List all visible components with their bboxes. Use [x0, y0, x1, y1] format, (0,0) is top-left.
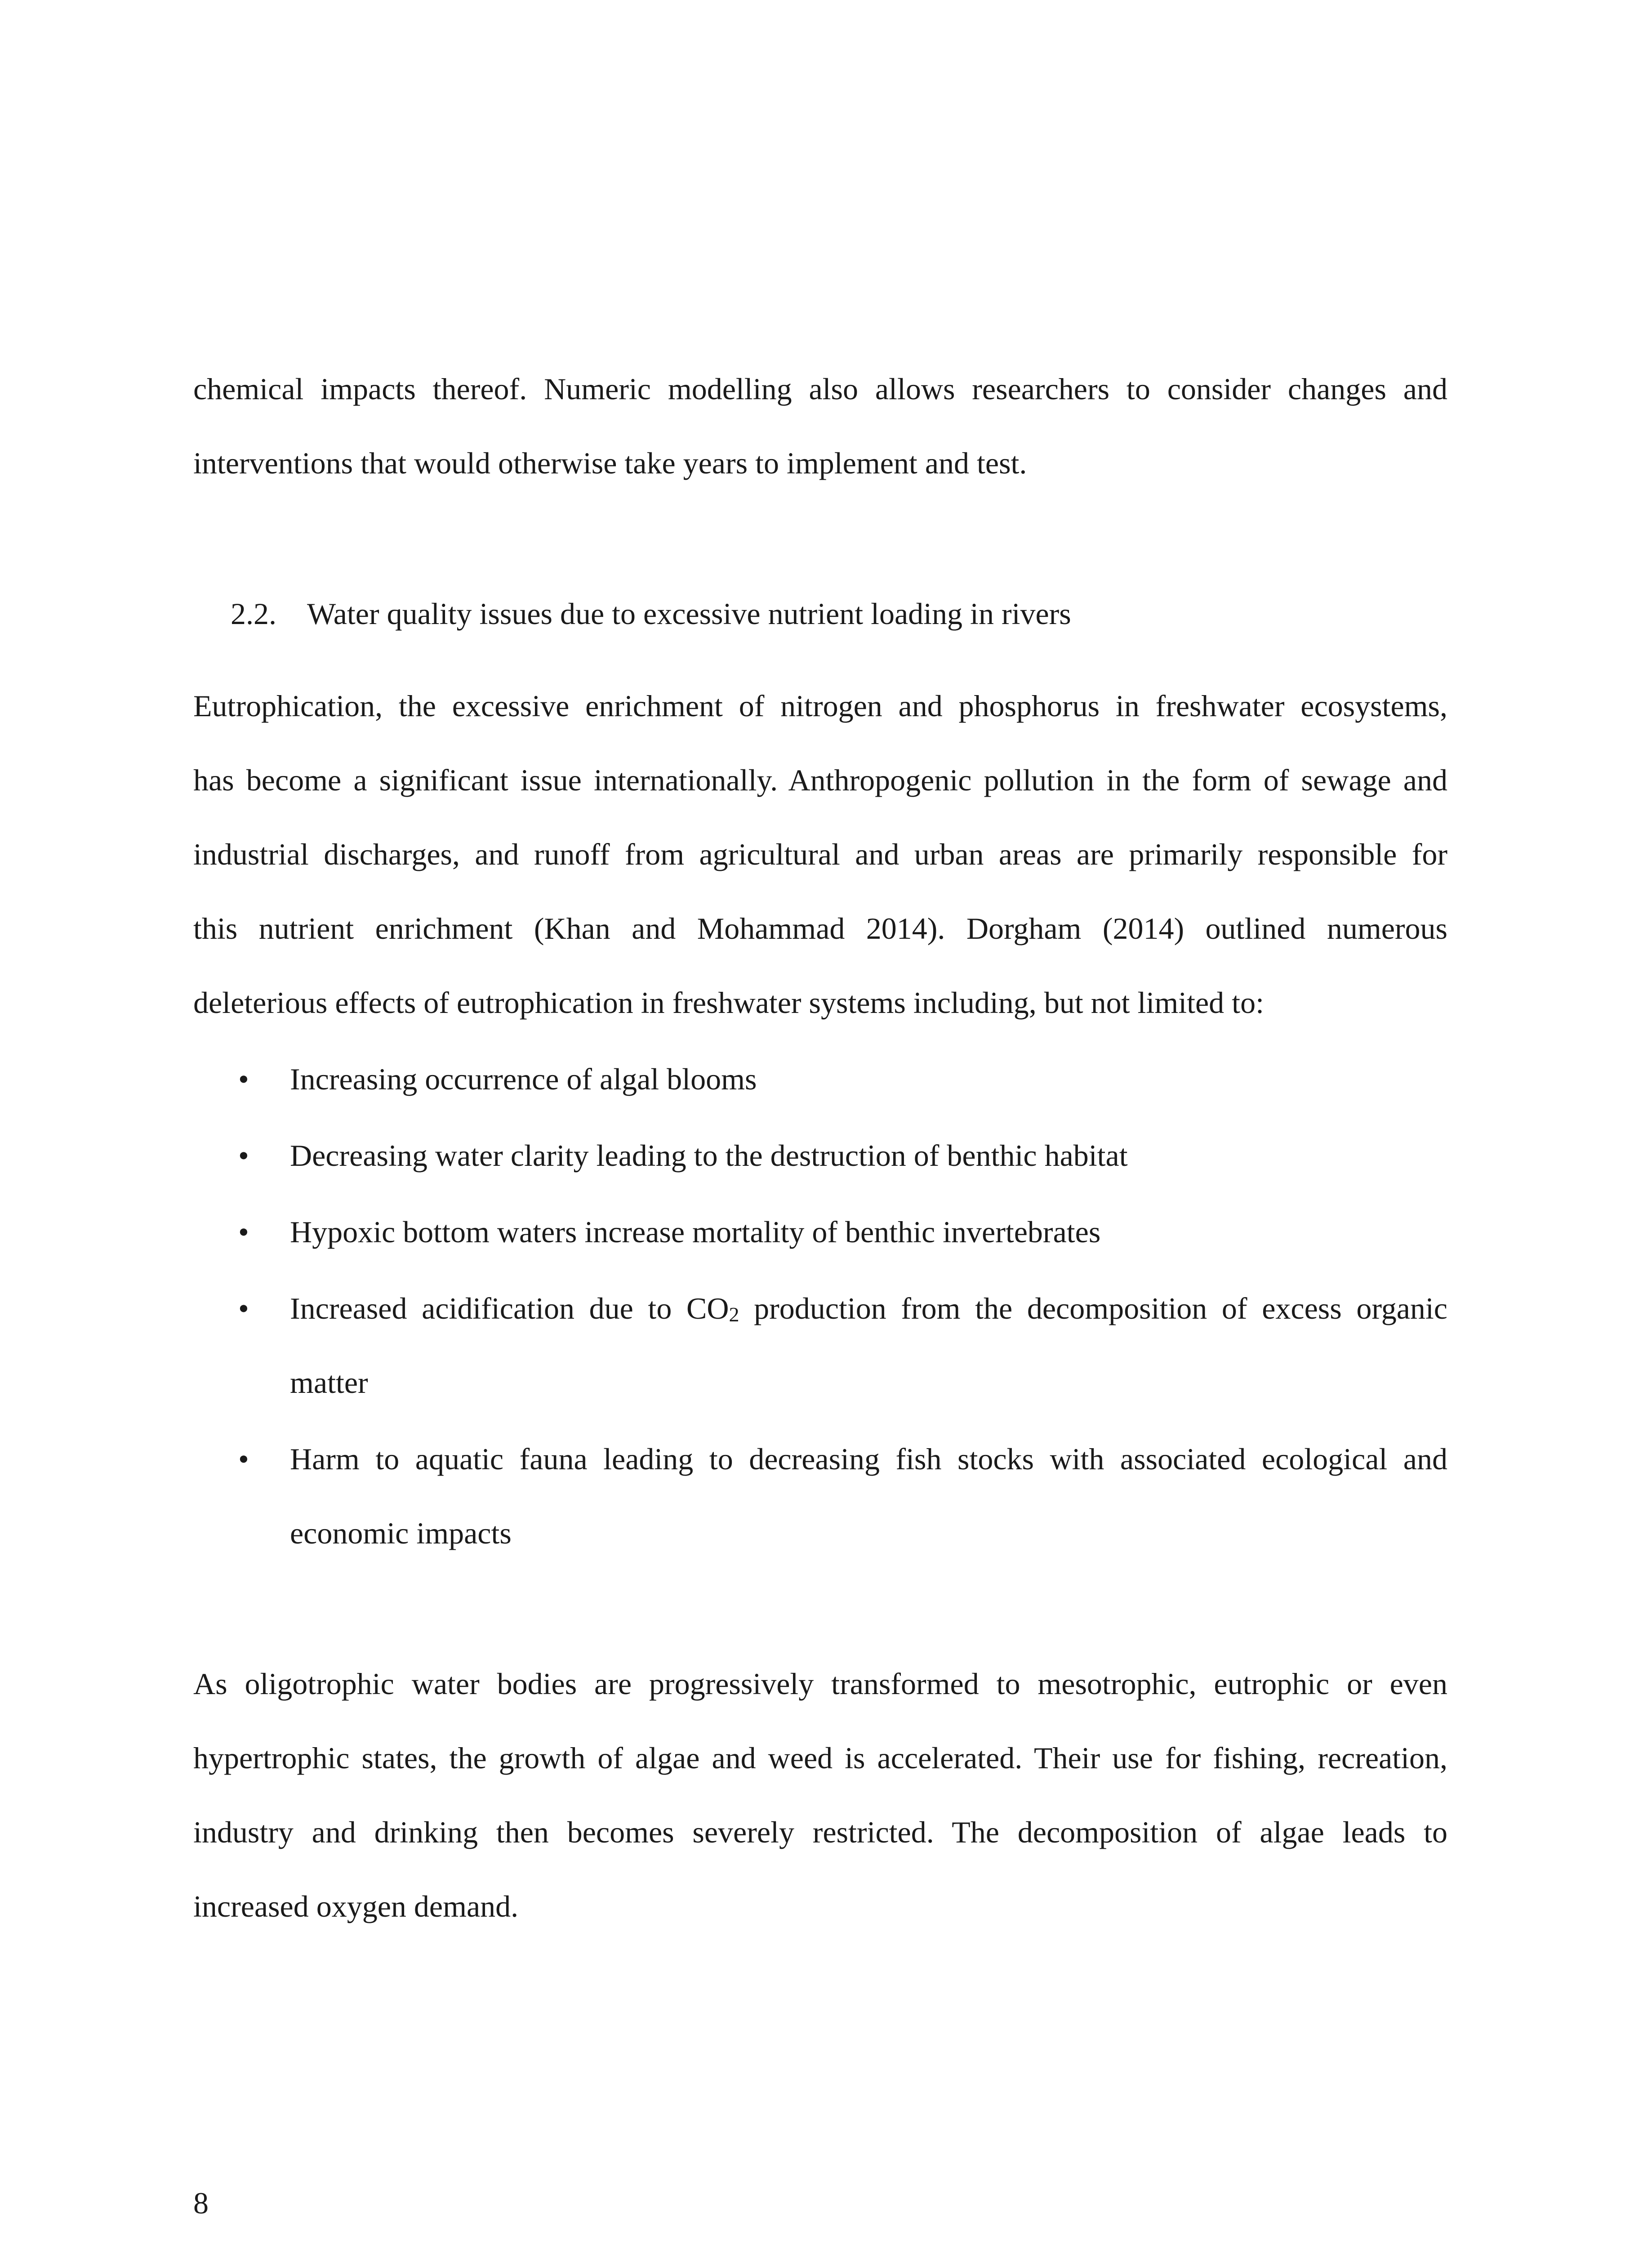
paragraph-1-line-1: chemical impacts thereof. Numeric modelling also allows researchers to consider changes and: [193, 372, 1447, 406]
bullet-item-2: Decreasing water clarity leading to the destruction of benthic habitat: [290, 1138, 1128, 1173]
paragraph-1-line-2: interventions that would otherwise take years to implement and test.: [193, 446, 1027, 480]
paragraph-2-line-4: this nutrient enrichment (Khan and Mohammad 2014). Dorgham (2014) outlined numerous: [193, 911, 1447, 946]
section-number: 2.2.: [231, 597, 276, 631]
paragraph-3-line-1: As oligotrophic water bodies are progressively transformed to mesotrophic, eutrophic or even: [193, 1667, 1447, 1701]
paragraph-3-line-2: hypertrophic states, the growth of algae and weed is accelerated. Their use for fishing, recreation,: [193, 1741, 1447, 1775]
paragraph-2-line-1: Eutrophication, the excessive enrichment of nitrogen and phosphorus in freshwater ecosystems,: [193, 689, 1447, 723]
paragraph-3-line-3: industry and drinking then becomes severely restricted. The decomposition of algae leads to: [193, 1815, 1447, 1849]
co2-subscript: 2: [729, 1303, 739, 1326]
paragraph-3-line-4: increased oxygen demand.: [193, 1889, 519, 1923]
bullet-item-4-continuation: matter: [290, 1365, 368, 1400]
paragraph-2-line-5: deleterious effects of eutrophication in freshwater systems including, but not limited to:: [193, 986, 1264, 1020]
bullet-marker: •: [238, 1215, 249, 1249]
section-heading: [231, 593, 1399, 634]
bullet-item-5-continuation: economic impacts: [290, 1516, 512, 1550]
bullet-item-4-text-start: Increased acidification due to CO: [290, 1291, 729, 1325]
bullet-item-1: Increasing occurrence of algal blooms: [290, 1062, 757, 1096]
paragraph-2-line-3: industrial discharges, and runoff from agricultural and urban areas are primarily responsible for: [193, 837, 1447, 871]
paragraph-2-line-2: has become a significant issue internationally. Anthropogenic pollution in the form of sewage and: [193, 763, 1447, 797]
bullet-marker: •: [238, 1138, 249, 1173]
bullet-item-4: [290, 1288, 1447, 1329]
bullet-marker: •: [238, 1062, 249, 1096]
bullet-marker: •: [238, 1442, 249, 1476]
bullet-marker: •: [238, 1291, 249, 1325]
bullet-item-3: Hypoxic bottom waters increase mortality of benthic invertebrates: [290, 1215, 1101, 1249]
page-number: 8: [193, 2186, 209, 2220]
bullet-item-4-text-end: production from the decomposition of excess organic: [739, 1291, 1447, 1325]
bullet-item-5: Harm to aquatic fauna leading to decreasing fish stocks with associated ecological and: [290, 1442, 1447, 1476]
section-title: Water quality issues due to excessive nutrient loading in rivers: [307, 597, 1071, 631]
